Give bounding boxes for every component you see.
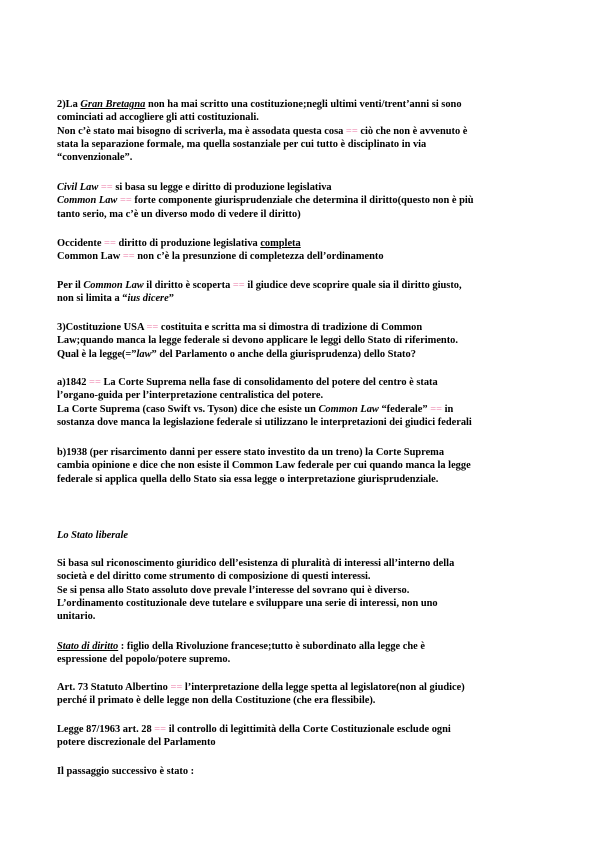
equals-marker: == xyxy=(104,238,116,249)
equals-marker: == xyxy=(100,182,113,193)
text-run: : figlio della Rivoluzione francese;tutto è subordinato alla legge che è xyxy=(118,641,425,652)
text-run: non c’è la presunzione di completezza dell’ordinamento xyxy=(134,251,384,263)
text-run: Per il xyxy=(57,280,84,291)
text-run: Common Law xyxy=(318,403,379,415)
text-run: “convenzionale”. xyxy=(57,152,133,164)
text-line xyxy=(57,765,547,778)
text-run: Occidente xyxy=(57,238,105,249)
text-run: tanto serio, ma c’è un diverso modo di vedere il diritto) xyxy=(57,208,301,220)
text-run: stata la separazione formale, ma quella sostanziale per cui tutto è disciplinato in via xyxy=(57,138,427,150)
equals-marker: == xyxy=(89,377,101,388)
text-run: a)1842 xyxy=(57,377,90,388)
paragraph-costituzione-usa xyxy=(57,321,547,361)
text-run: il diritto è scoperta xyxy=(143,280,233,291)
text-run: L’ordinamento costituzionale deve tutelare e sviluppare una serie di interessi, non uno xyxy=(57,597,438,609)
section-heading-stato-liberale xyxy=(57,529,547,542)
paragraph-1842 xyxy=(57,376,547,429)
text-run: forte componente giurisprudenziale che determina il diritto(questo non è più xyxy=(131,195,474,207)
text-line xyxy=(57,416,547,429)
text-line xyxy=(57,111,547,124)
text-run: Civil Law xyxy=(57,182,99,193)
text-line xyxy=(57,681,547,694)
text-run: Non c’è stato mai bisogno di scriverla, ma è assodata questa cosa xyxy=(57,125,346,137)
equals-marker: == xyxy=(345,125,358,137)
text-run: diritto di produzione legislativa xyxy=(115,238,261,249)
text-run: ” del Parlamento o anche della giurisprudenza) dello Stato? xyxy=(151,348,416,360)
text-run: Lo Stato liberale xyxy=(57,530,128,541)
text-run: Law;quando manca la legge federale si devono applicare le leggi dello Stato di riferimento. xyxy=(57,335,458,347)
text-run: espressione del popolo/potere supremo. xyxy=(57,654,231,666)
text-run: completa xyxy=(260,238,301,249)
text-run: Si basa sul riconoscimento giuridico dell’esistenza di pluralità di interessi all’interno della xyxy=(57,558,455,569)
text-line xyxy=(57,584,547,597)
text-line xyxy=(57,208,547,221)
text-line xyxy=(57,125,547,138)
text-run: unitario. xyxy=(57,611,96,623)
equals-marker: == xyxy=(170,682,183,693)
text-run: law xyxy=(136,348,152,360)
text-run: il giudice deve scoprire quale sia il diritto giusto, xyxy=(244,280,462,291)
text-run: 3)Costituzione USA xyxy=(57,322,147,333)
text-line xyxy=(57,446,547,459)
text-line xyxy=(57,376,547,389)
text-line xyxy=(57,348,547,361)
text-run: Art. 73 Statuto Albertino xyxy=(57,682,171,693)
text-line xyxy=(57,403,547,416)
text-line xyxy=(57,459,547,472)
text-line xyxy=(57,653,547,666)
text-run: l’organo-guida per l’interpretazione centralistica del potere. xyxy=(57,390,324,402)
text-run: cominciati ad accogliere gli atti costituzionali. xyxy=(57,112,259,124)
text-line xyxy=(57,151,547,164)
text-line xyxy=(57,389,547,402)
equals-marker: == xyxy=(119,195,132,207)
text-line xyxy=(57,694,547,707)
paragraph-1938 xyxy=(57,446,547,486)
text-line xyxy=(57,610,547,623)
text-line xyxy=(57,250,547,263)
paragraph-passaggio-successivo xyxy=(57,765,547,778)
text-run: perché il primato è delle legge non della Costituzione (che era flessibile). xyxy=(57,695,376,707)
text-run: Stato di diritto xyxy=(57,641,119,652)
text-line xyxy=(57,473,547,486)
equals-marker: == xyxy=(122,251,135,263)
text-run: Common Law xyxy=(83,280,144,291)
text-run: ciò che non è avvenuto è xyxy=(357,125,468,137)
text-run: ” xyxy=(168,293,174,305)
text-line xyxy=(57,181,547,194)
text-line xyxy=(57,98,547,111)
text-run: “federale” xyxy=(378,403,431,415)
text-run: società e del diritto come strumento di composizione di questi interessi. xyxy=(57,571,371,583)
text-line xyxy=(57,723,547,736)
paragraph-gran-bretagna xyxy=(57,98,547,164)
text-run: La Corte Suprema (caso Swift vs. Tyson) dice che esiste un xyxy=(57,403,319,415)
text-line xyxy=(57,279,547,292)
paragraph-legge-87-1963 xyxy=(57,723,547,750)
paragraph-civil-common-law xyxy=(57,181,547,221)
equals-marker: == xyxy=(430,403,443,415)
text-line xyxy=(57,292,547,305)
text-line xyxy=(57,640,547,653)
text-run: Qual è la legge(=” xyxy=(57,348,137,360)
text-run: Common Law xyxy=(57,251,123,263)
text-run: Il passaggio successivo è stato : xyxy=(57,766,195,777)
text-line xyxy=(57,334,547,347)
text-run: si basa su legge e diritto di produzione legislativa xyxy=(112,182,332,193)
text-run: La Corte Suprema nella fase di consolidamento del potere del centro è stata xyxy=(100,377,438,388)
paragraph-pluralita-interessi xyxy=(57,557,547,623)
text-run: Common Law xyxy=(57,195,118,207)
text-run: non si limita a “ xyxy=(57,293,128,305)
text-run: potere discrezionale del Parlamento xyxy=(57,737,216,749)
paragraph-occidente xyxy=(57,237,547,264)
text-run: il controllo di legittimità della Corte Costituzionale esclude ogni xyxy=(166,724,451,735)
text-line xyxy=(57,570,547,583)
text-run: ius dicere xyxy=(127,293,169,305)
text-line xyxy=(57,529,547,542)
text-run: l’interpretazione della legge spetta al legislatore(non al giudice) xyxy=(182,682,465,693)
equals-marker: == xyxy=(154,724,167,735)
text-run: b)1938 (per risarcimento danni per essere stato investito da un treno) la Corte Suprema xyxy=(57,447,445,458)
text-line xyxy=(57,194,547,207)
text-run: Se si pensa allo Stato assoluto dove prevale l’interesse del sovrano qui è diverso. xyxy=(57,584,410,596)
text-line xyxy=(57,237,547,250)
text-run: cambia opinione e dice che non esiste il Common Law federale per cui quando manca la legge xyxy=(57,460,471,472)
text-run: costituita e scritta ma si dimostra di tradizione di Common xyxy=(158,322,423,333)
paragraph-stato-di-diritto xyxy=(57,640,547,667)
text-run: 2)La xyxy=(57,99,81,110)
text-line xyxy=(57,138,547,151)
text-run: in xyxy=(442,403,454,415)
text-line xyxy=(57,557,547,570)
equals-marker: == xyxy=(232,280,245,291)
text-run: sostanza dove manca la legislazione federale si utilizzano le interpretazioni dei giudici federali xyxy=(57,416,472,428)
text-line xyxy=(57,597,547,610)
paragraph-statuto-albertino xyxy=(57,681,547,708)
text-line xyxy=(57,321,547,334)
equals-marker: == xyxy=(146,322,159,333)
text-line xyxy=(57,736,547,749)
paragraph-common-law-scoperta xyxy=(57,279,547,306)
text-run: federale si applica quella dello Stato sia essa legge o interpretazione giurisprudenziale. xyxy=(57,473,439,485)
text-run: Legge 87/1963 art. 28 xyxy=(57,724,155,735)
text-run: non ha mai scritto una costituzione;negli ultimi venti/trent’anni si sono xyxy=(145,99,462,110)
text-run: Gran Bretagna xyxy=(80,99,146,110)
